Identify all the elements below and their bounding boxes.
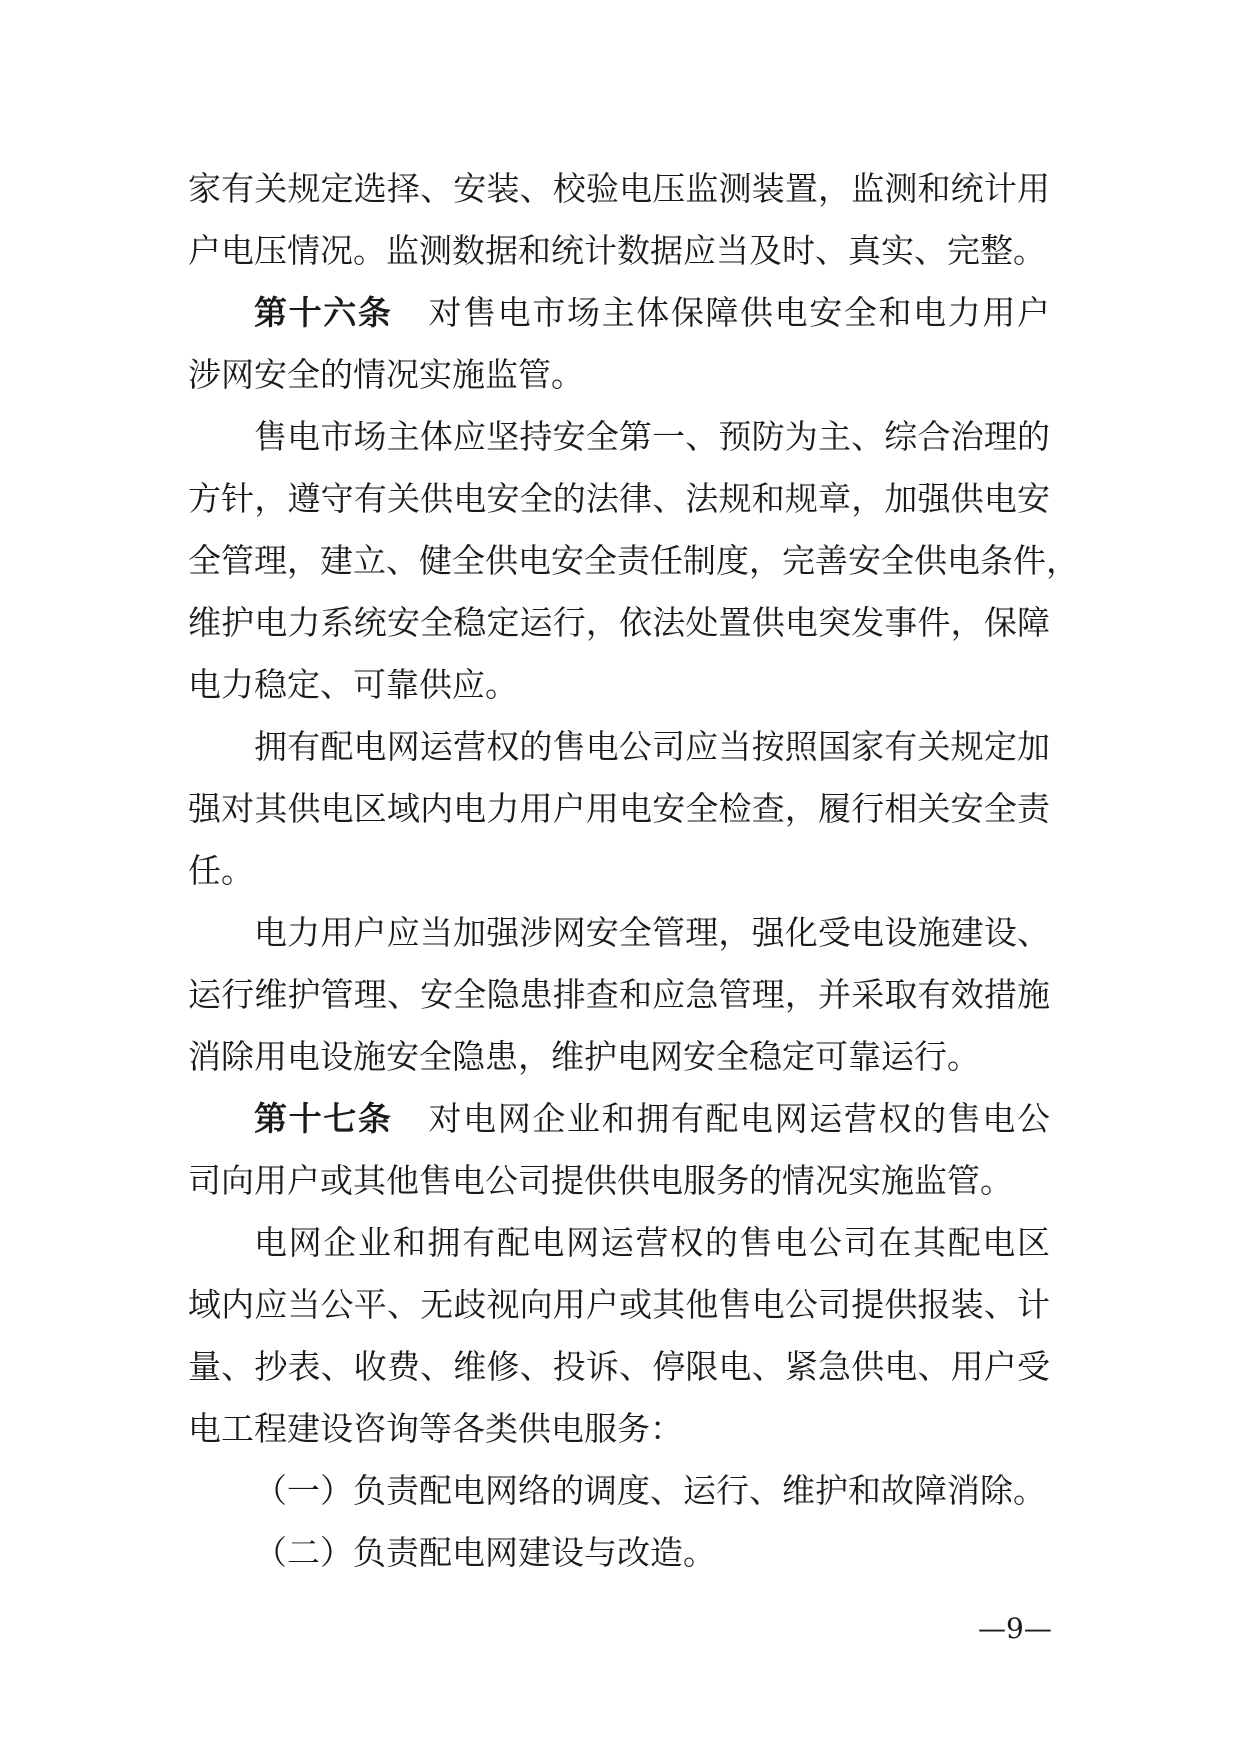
list-item: （一）负责配电网络的调度、运行、维护和故障消除。 xyxy=(254,1471,1046,1510)
text-line: 司向用户或其他售电公司提供供电服务的情况实施监管。 xyxy=(188,1161,1013,1200)
text-line: 电力用户应当加强涉网安全管理，强化受电设施建设、 xyxy=(254,913,1050,952)
text-line: 电工程建设咨询等各类供电服务： xyxy=(188,1409,683,1448)
text-line: 拥有配电网运营权的售电公司应当按照国家有关规定加 xyxy=(254,727,1050,766)
article-number: 第十七条 xyxy=(254,1099,393,1138)
text-line: 任。 xyxy=(188,851,254,890)
article-number: 第十六条 xyxy=(254,293,393,332)
text-span: 对售电市场主体保障供电安全和电力用户 xyxy=(428,293,1051,332)
page-number: —9— xyxy=(978,1612,1052,1645)
article-heading-line xyxy=(188,1088,1050,1150)
text-line: 户电压情况。监测数据和统计数据应当及时、真实、完整。 xyxy=(188,231,1046,270)
text-line: 消除用电设施安全隐患，维护电网安全稳定可靠运行。 xyxy=(188,1037,980,1076)
text-line: 全管理，建立、健全供电安全责任制度，完善安全供电条件， xyxy=(188,541,1079,580)
body-text xyxy=(188,158,1079,1584)
text-line: 电网企业和拥有配电网运营权的售电公司在其配电区 xyxy=(254,1223,1050,1262)
list-item: （二）负责配电网建设与改造。 xyxy=(254,1533,716,1572)
text-line: 电力稳定、可靠供应。 xyxy=(188,665,518,704)
text-line: 家有关规定选择、安装、校验电压监测装置，监测和统计用 xyxy=(188,169,1050,208)
text-line: 域内应当公平、无歧视向用户或其他售电公司提供报装、计 xyxy=(188,1285,1050,1324)
text-line: 运行维护管理、安全隐患排查和应急管理，并采取有效措施 xyxy=(188,975,1050,1014)
text-line: 售电市场主体应坚持安全第一、预防为主、综合治理的 xyxy=(254,417,1050,456)
text-line: 强对其供电区域内电力用户用电安全检查，履行相关安全责 xyxy=(188,789,1050,828)
text-line: 维护电力系统安全稳定运行，依法处置供电突发事件，保障 xyxy=(188,603,1050,642)
article-heading-line xyxy=(188,282,1050,344)
text-span: 对电网企业和拥有配电网运营权的售电公 xyxy=(428,1099,1051,1138)
text-line: 量、抄表、收费、维修、投诉、停限电、紧急供电、用户受 xyxy=(188,1347,1050,1386)
text-line: 涉网安全的情况实施监管。 xyxy=(188,355,584,394)
text-line: 方针，遵守有关供电安全的法律、法规和规章，加强供电安 xyxy=(188,479,1050,518)
